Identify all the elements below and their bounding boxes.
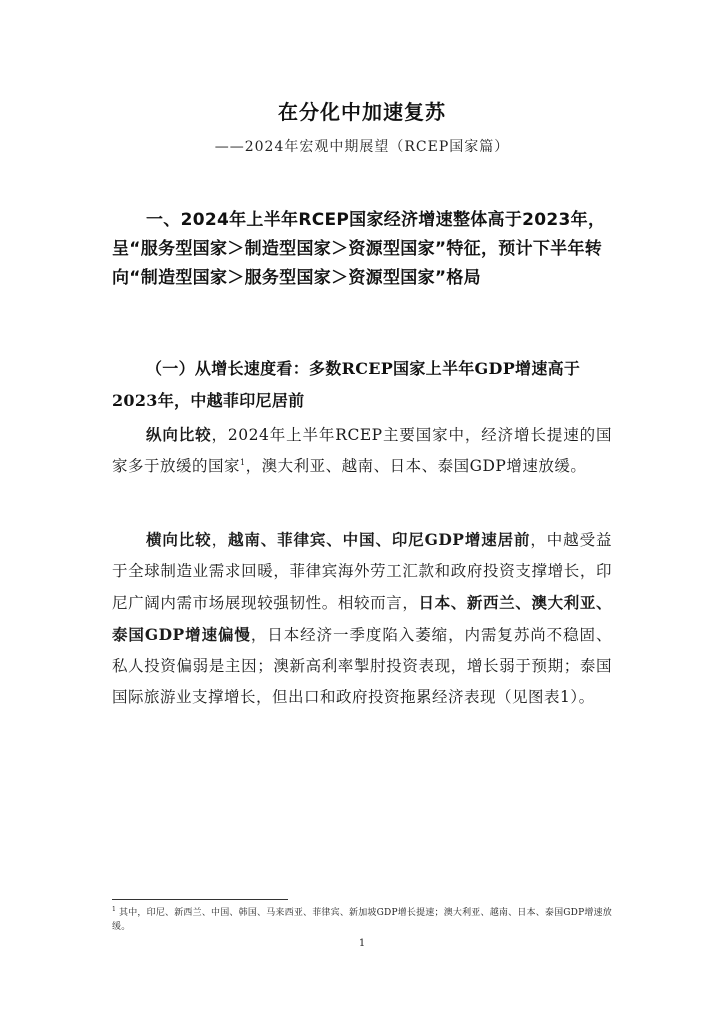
paragraph-text: ，澳大利亚、越南、日本、泰国GDP增速放缓。 <box>245 457 587 475</box>
footnote-mark: 1 <box>112 906 117 913</box>
document-subtitle: ——2024年宏观中期展望（RCEP国家篇） <box>214 139 510 155</box>
paragraph-horizontal-comparison <box>112 524 612 713</box>
paragraph-emphasis: 日本、新西兰、澳大利亚、泰国GDP增速偏慢 <box>112 593 612 644</box>
subsection-heading-1: （一）从增长速度看：多数RCEP国家上半年GDP增速高于2023年，中越菲印尼居前 <box>112 359 581 410</box>
paragraph-text: ，2024年上半年RCEP主要国家中，经济增长提速的国家多于放缓的国家 <box>112 426 612 475</box>
footnote-reference[interactable]: 1 <box>240 457 246 467</box>
footnote-divider <box>112 899 288 900</box>
paragraph-lead: 纵向比较 <box>146 425 212 444</box>
page-number: 1 <box>358 938 366 949</box>
footnote-text: 其中，印尼、新西兰、中国、韩国、马来西亚、菲律宾、新加坡GDP增长提速；澳大利亚、越南、日本、泰国GDP增速放缓。 <box>112 908 612 932</box>
paragraph-text: ，日本经济一季度陷入萎缩，内需复苏尚不稳固、私人投资偏弱是主因；澳新高利率掣肘投资表现，增长弱于预期；泰国国际旅游业支撑增长，但出口和政府投资拖累经济表现（见图表1）。 <box>112 626 612 706</box>
paragraph-text: ，中越受益于全球制造业需求回暖，菲律宾海外劳工汇款和政府投资支撑增长，印尼广阔内需市场展现较强韧性。相较而言， <box>112 531 612 612</box>
paragraph-lead: 横向比较 <box>146 530 212 549</box>
paragraph-emphasis: 越南、菲律宾、中国、印尼GDP增速居前 <box>227 530 531 549</box>
paragraph-vertical-comparison <box>112 419 612 482</box>
paragraph-text: ， <box>211 531 228 549</box>
section-heading-1: 一、2024年上半年RCEP国家经济增速整体高于2023年，呈“服务型国家＞制造型国家＞资源型国家”特征，预计下半年转向“制造型国家＞服务型国家＞资源型国家”格局 <box>112 210 606 288</box>
footnote <box>112 906 612 934</box>
document-title: 在分化中加速复苏 <box>278 100 446 124</box>
